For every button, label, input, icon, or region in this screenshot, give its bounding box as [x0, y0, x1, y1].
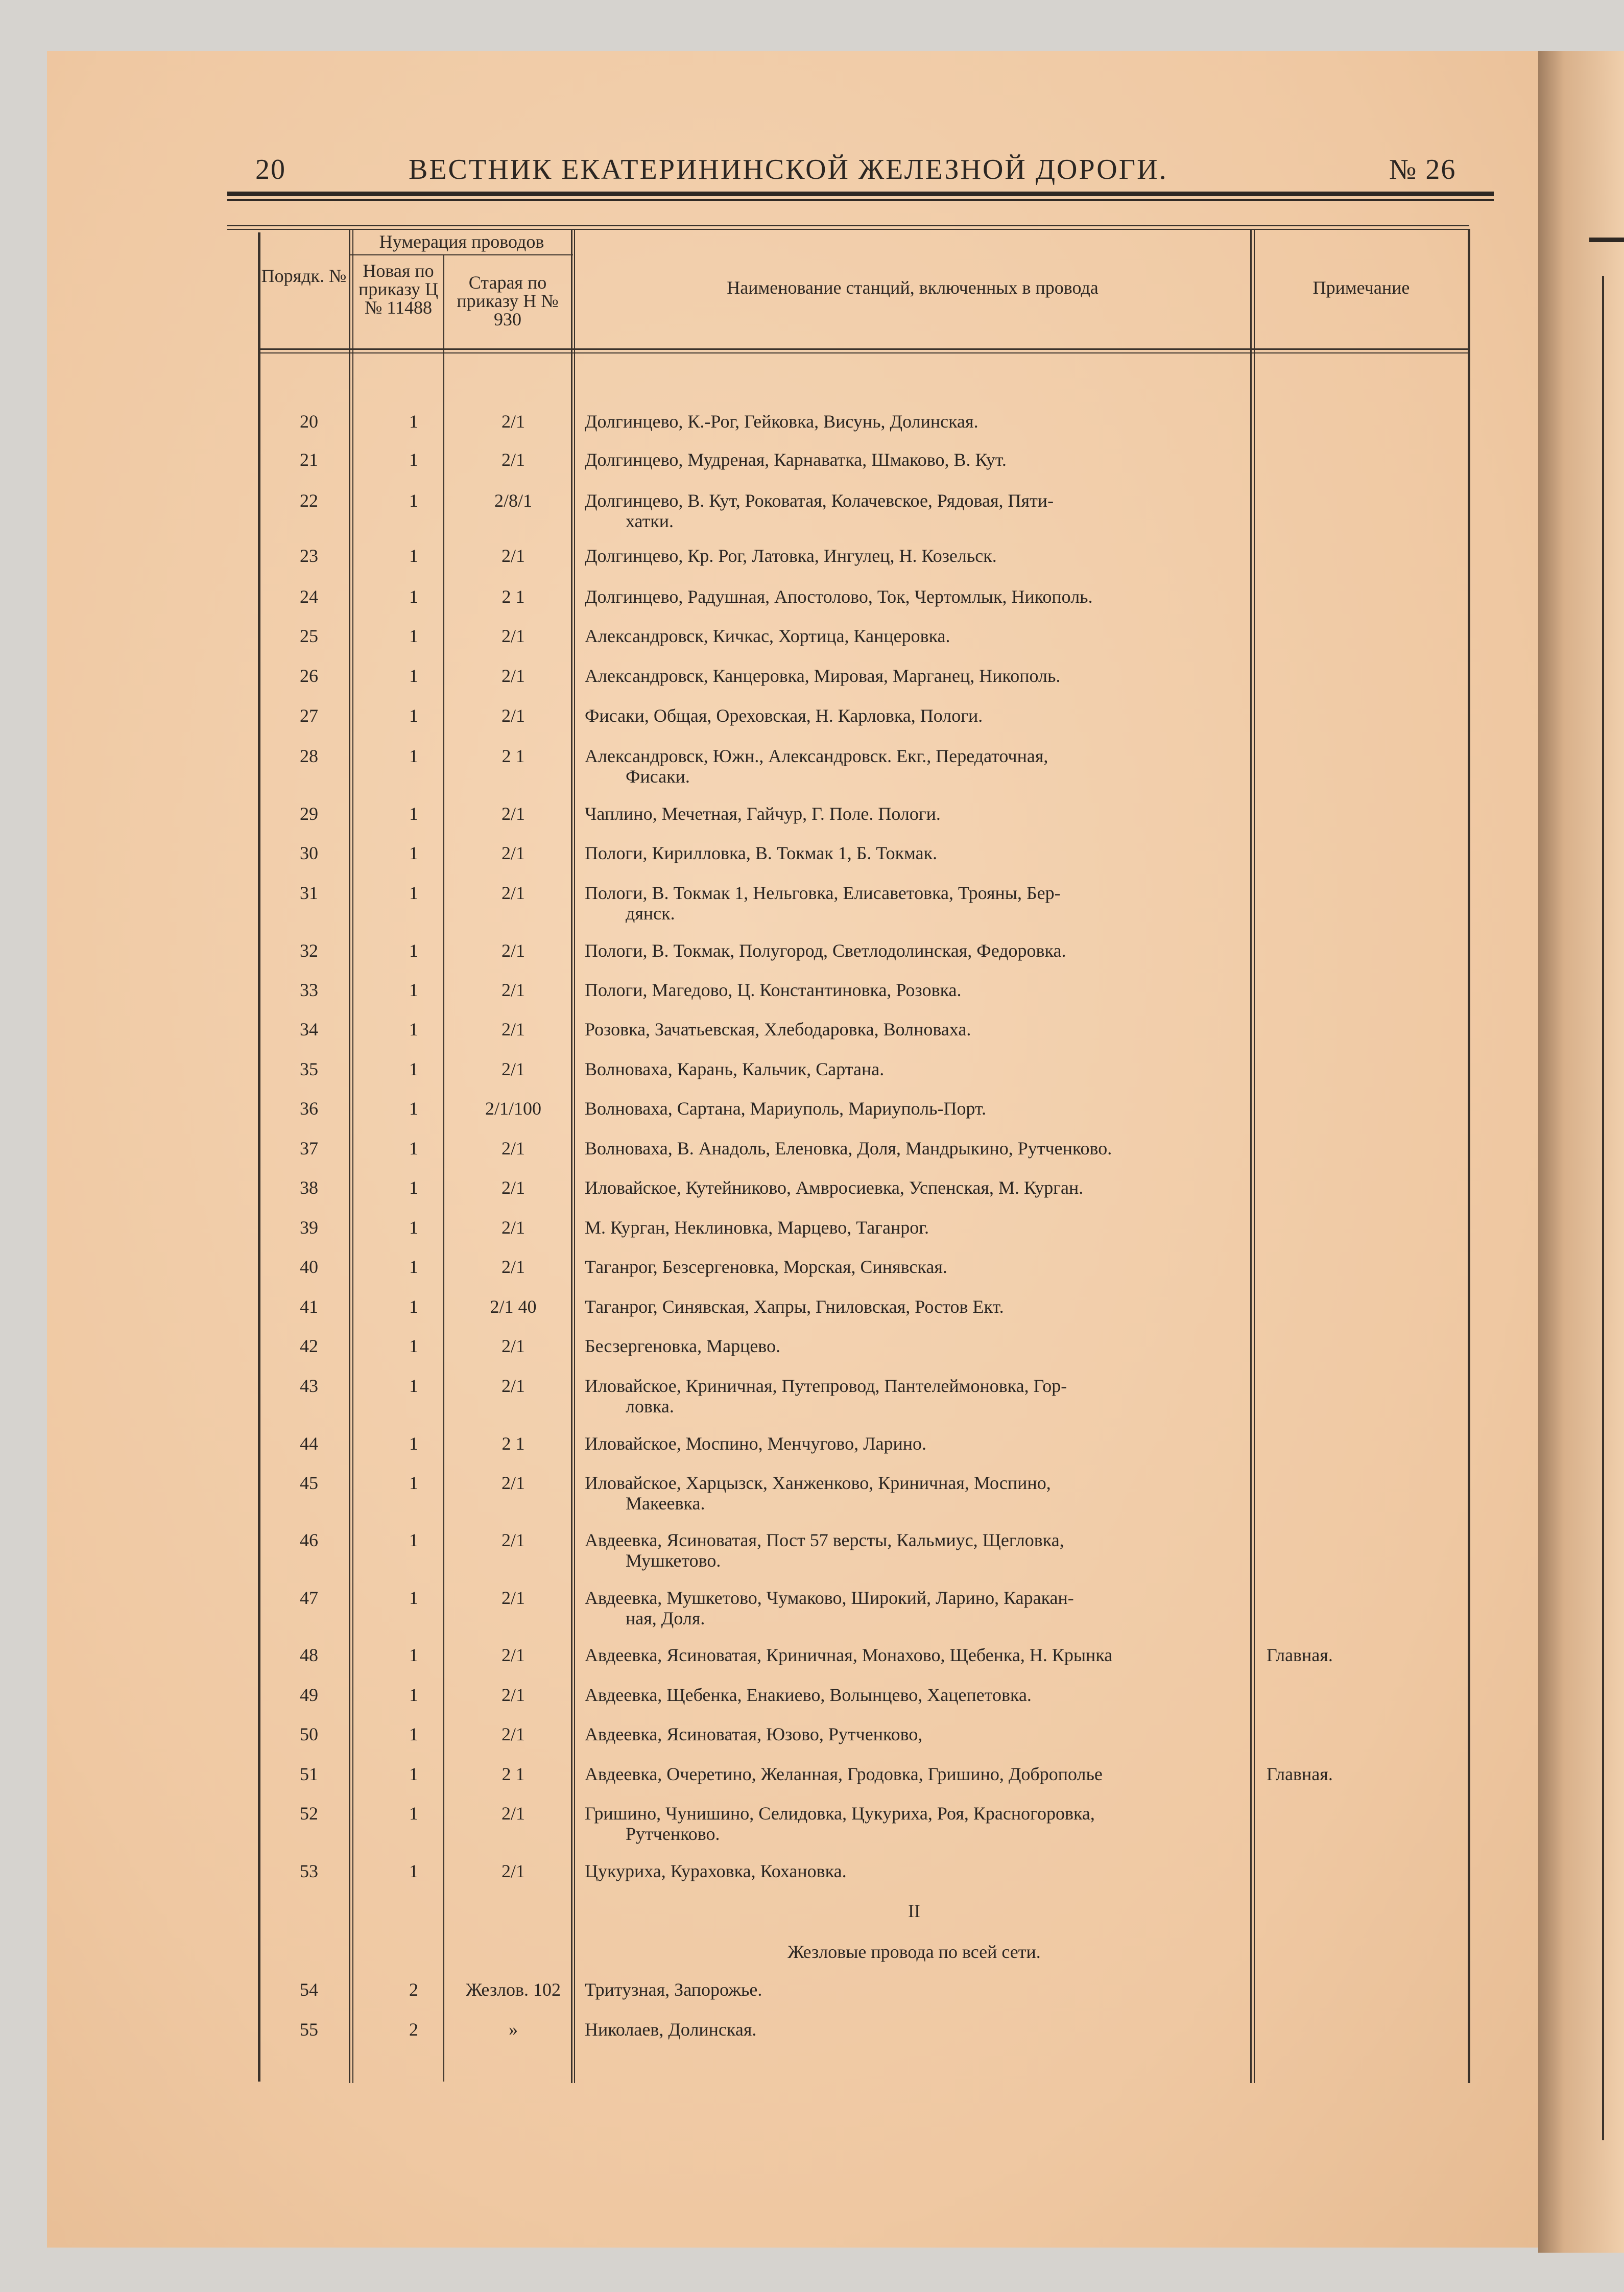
row-stations-line1: Александровск, Кичкас, Хортица, Канцеровка.: [585, 626, 950, 646]
row-old-number: 2/1 40: [490, 1296, 537, 1317]
row-old-number: 2/1: [501, 883, 525, 903]
row-new-number: 1: [409, 804, 418, 824]
row-number: 40: [300, 1257, 318, 1277]
row-stations-line1: Таганрог, Безсергеновка, Морская, Синявская.: [585, 1257, 947, 1277]
section-numeral: II: [908, 1901, 920, 1921]
row-old-number: »: [509, 2019, 518, 2040]
row-stations: [585, 1376, 1244, 1416]
row-old-number: 2/1: [501, 1257, 525, 1277]
row-number: 54: [300, 1979, 318, 2000]
row-new-number: 1: [409, 1376, 418, 1396]
row-number: 38: [300, 1177, 318, 1198]
row-number: 37: [300, 1138, 318, 1159]
row-new-number: 1: [409, 626, 418, 646]
row-number: 28: [300, 746, 318, 766]
row-new-number: 1: [409, 411, 418, 432]
row-new-number: 1: [409, 1764, 418, 1784]
row-new-number: 1: [409, 1530, 418, 1550]
header-order: Порядк. №: [261, 266, 347, 286]
row-old-number: 2/1: [501, 1376, 525, 1396]
row-old-number: 2/1: [501, 1138, 525, 1159]
row-new-number: 1: [409, 586, 418, 607]
row-stations: [585, 1645, 1244, 1665]
row-stations: [585, 1685, 1244, 1705]
row-number: 27: [300, 705, 318, 726]
row-number: 22: [300, 490, 318, 511]
adjacent-page-line: [1602, 276, 1604, 2140]
row-stations-line1: Александровск, Канцеровка, Мировая, Марганец, Никополь.: [585, 666, 1061, 686]
row-number: 31: [300, 883, 318, 903]
row-old-number: 2/1: [501, 843, 525, 863]
row-stations: [585, 411, 1244, 432]
header-rule: [227, 192, 1494, 196]
row-stations: [585, 1433, 1244, 1454]
row-number: 33: [300, 980, 318, 1000]
row-number: 39: [300, 1217, 318, 1238]
issue-number: № 26: [1389, 154, 1456, 185]
row-new-number: 2: [409, 1979, 418, 2000]
row-stations-line1: Чаплино, Мечетная, Гайчур, Г. Поле. Пологи.: [585, 804, 941, 824]
row-old-number: 2/1: [501, 450, 525, 470]
row-stations-line1: Волноваха, В. Анадоль, Еленовка, Доля, Мандрыкино, Рутченково.: [585, 1138, 1112, 1159]
row-old-number: 2/1: [501, 1685, 525, 1705]
row-old-number: 2/1: [501, 1336, 525, 1356]
row-new-number: 1: [409, 1645, 418, 1665]
row-stations: [585, 666, 1244, 686]
row-stations-line1: Долгинцево, К.-Рог, Гейковка, Висунь, Долинская.: [585, 411, 978, 432]
row-old-number: 2/1: [501, 1019, 525, 1039]
row-stations: [585, 843, 1244, 863]
row-stations: [585, 804, 1244, 824]
row-stations: [585, 1257, 1244, 1277]
row-number: 41: [300, 1296, 318, 1317]
row-stations: [585, 450, 1244, 470]
row-old-number: 2/1: [501, 1530, 525, 1550]
row-old-number: 2/1: [501, 980, 525, 1000]
row-new-number: 1: [409, 1098, 418, 1119]
row-stations-line1: Цукуриха, Кураховка, Кохановка.: [585, 1861, 847, 1881]
row-stations-line1: Пологи, Магедово, Ц. Константиновка, Розовка.: [585, 980, 962, 1000]
row-stations-line1: Пологи, Кирилловка, В. Токмак 1, Б. Токмак.: [585, 843, 938, 863]
row-new-number: 1: [409, 746, 418, 766]
row-old-number: 2 1: [501, 1433, 525, 1454]
row-stations: [585, 1296, 1244, 1317]
row-number: 46: [300, 1530, 318, 1550]
row-stations: Николаев, Долинская.: [585, 2019, 757, 2040]
row-old-number: 2/1: [501, 411, 525, 432]
row-stations-line1: Александровск, Южн., Александровск. Екг., Передаточная,: [585, 746, 1048, 766]
row-stations: [585, 705, 1244, 726]
row-new-number: 1: [409, 705, 418, 726]
row-stations: [585, 940, 1244, 961]
row-stations: [585, 1177, 1244, 1198]
row-new-number: 1: [409, 1019, 418, 1039]
row-stations: [585, 546, 1244, 566]
row-new-number: 1: [409, 666, 418, 686]
row-new-number: 1: [409, 843, 418, 863]
row-new-number: 1: [409, 1059, 418, 1079]
row-stations-line1: Пологи, В. Токмак 1, Нельговка, Елисаветовка, Трояны, Бер-: [585, 883, 1061, 903]
row-number: 55: [300, 2019, 318, 2040]
row-stations-line1: М. Курган, Неклиновка, Марцево, Таганрог.: [585, 1217, 929, 1238]
row-stations: [585, 1059, 1244, 1079]
row-number: 23: [300, 546, 318, 566]
row-number: 45: [300, 1473, 318, 1493]
row-old-number: 2/1: [501, 705, 525, 726]
row-stations-line1: Авдеевка, Ясиноватая, Пост 57 версты, Кальмиус, Щегловка,: [585, 1530, 1064, 1550]
row-old-number: 2/1: [501, 940, 525, 961]
row-new-number: 1: [409, 1803, 418, 1824]
row-old-number: 2/1: [501, 626, 525, 646]
row-stations-line2: ная, Доля.: [626, 1608, 705, 1628]
row-old-number: 2/1: [501, 1217, 525, 1238]
row-new-number: 1: [409, 1685, 418, 1705]
row-old-number: 2/1: [501, 1861, 525, 1881]
row-stations: [585, 1861, 1244, 1881]
row-stations-line1: Иловайское, Кутейниково, Амвросиевка, Успенская, М. Курган.: [585, 1177, 1084, 1198]
row-number: 43: [300, 1376, 318, 1396]
row-stations-line1: Долгинцево, В. Кут, Роковатая, Колачевское, Рядовая, Пяти-: [585, 490, 1054, 511]
row-new-number: 1: [409, 1217, 418, 1238]
row-number: 44: [300, 1433, 318, 1454]
row-stations: [585, 1803, 1244, 1844]
row-old-number: 2/1: [501, 1473, 525, 1493]
row-number: 53: [300, 1861, 318, 1881]
row-new-number: 1: [409, 546, 418, 566]
row-stations: [585, 586, 1244, 607]
row-stations-line1: Иловайское, Криничная, Путепровод, Пантелеймоновка, Гор-: [585, 1376, 1067, 1396]
row-new-number: 1: [409, 940, 418, 961]
row-stations-line1: Фисаки, Общая, Ореховская, Н. Карловка, Пологи.: [585, 705, 983, 726]
row-stations-line1: Долгинцево, Мудреная, Карнаватка, Шмаково, В. Кут.: [585, 450, 1007, 470]
row-stations: [585, 1019, 1244, 1039]
row-note: Главная.: [1267, 1764, 1333, 1784]
row-new-number: 1: [409, 1588, 418, 1608]
row-number: 30: [300, 843, 318, 863]
row-old-number: 2/1: [501, 666, 525, 686]
row-old-number: 2/1: [501, 1588, 525, 1608]
row-stations: [585, 883, 1244, 924]
row-new-number: 1: [409, 1177, 418, 1198]
row-old-number: 2/1: [501, 546, 525, 566]
row-number: 52: [300, 1803, 318, 1824]
row-stations-line1: Авдеевка, Щебенка, Енакиево, Волынцево, Хацепетовка.: [585, 1685, 1032, 1705]
row-old-number: 2/1: [501, 1724, 525, 1744]
header-note: Примечание: [1312, 277, 1410, 298]
header-rule-thin: [227, 199, 1494, 201]
row-stations: [585, 1098, 1244, 1119]
row-old-number: 2/1: [501, 1059, 525, 1079]
row-number: 29: [300, 804, 318, 824]
row-stations: [585, 1764, 1244, 1784]
row-old-number: 2 1: [501, 746, 525, 766]
row-stations: [585, 746, 1244, 787]
row-stations: [585, 1336, 1244, 1356]
journal-title: ВЕСТНИК ЕКАТЕРИНИНСКОЙ ЖЕЛЕЗНОЙ ДОРОГИ.: [409, 154, 1168, 185]
row-stations-line1: Авдеевка, Мушкетово, Чумаково, Широкий, Ларино, Каракан-: [585, 1588, 1074, 1608]
row-old-number: 2 1: [501, 586, 525, 607]
row-new-number: 1: [409, 1336, 418, 1356]
row-stations: [585, 1588, 1244, 1628]
row-stations: [585, 1724, 1244, 1744]
row-number: 50: [300, 1724, 318, 1744]
row-stations-line2: ловка.: [626, 1396, 674, 1416]
row-stations-line1: Авдеевка, Ясиноватая, Криничная, Монахово, Щебенка, Н. Крынка: [585, 1645, 1113, 1665]
row-stations-line2: Макеевка.: [626, 1493, 705, 1514]
row-stations-line1: Волноваха, Карань, Кальчик, Сартана.: [585, 1059, 885, 1079]
row-old-number: 2/1: [501, 1645, 525, 1665]
header-stations: Наименование станций, включенных в провода: [727, 277, 1098, 298]
row-stations-line2: Рутченково.: [626, 1824, 720, 1844]
row-number: 36: [300, 1098, 318, 1119]
row-old-number: 2/1: [501, 804, 525, 824]
row-number: 32: [300, 940, 318, 961]
row-stations: [585, 980, 1244, 1000]
row-number: 42: [300, 1336, 318, 1356]
row-stations-line1: Гришино, Чунишино, Селидовка, Цукуриха, Роя, Красногоровка,: [585, 1803, 1095, 1824]
row-old-number: 2/1: [501, 1177, 525, 1198]
page-number: 20: [255, 154, 286, 185]
row-stations: [585, 1217, 1244, 1238]
row-new-number: 1: [409, 1138, 418, 1159]
row-stations-line1: Авдеевка, Ясиноватая, Юзово, Рутченково,: [585, 1724, 923, 1744]
row-new-number: 1: [409, 1861, 418, 1881]
row-number: 26: [300, 666, 318, 686]
row-stations: Тритузная, Запорожье.: [585, 1979, 762, 2000]
row-stations-line1: Пологи, В. Токмак, Полугород, Светлодолинская, Федоровка.: [585, 940, 1066, 961]
row-stations: [585, 1473, 1244, 1514]
row-new-number: 2: [409, 2019, 418, 2040]
row-number: 48: [300, 1645, 318, 1665]
row-stations: [585, 626, 1244, 646]
row-new-number: 1: [409, 1473, 418, 1493]
row-stations-line1: Таганрог, Синявская, Хапры, Гниловская, Ростов Ект.: [585, 1296, 1004, 1317]
row-number: 51: [300, 1764, 318, 1784]
row-number: 21: [300, 450, 318, 470]
row-old-number: 2 1: [501, 1764, 525, 1784]
row-new-number: 1: [409, 1724, 418, 1744]
row-old-number: Жезлов. 102: [465, 1979, 561, 2000]
adjacent-page-rule: [1589, 238, 1624, 242]
row-number: 49: [300, 1685, 318, 1705]
row-stations-line2: дянск.: [626, 903, 675, 924]
row-stations: [585, 490, 1244, 531]
row-new-number: 1: [409, 450, 418, 470]
row-stations-line1: Иловайское, Моспино, Менчугово, Ларино.: [585, 1433, 927, 1454]
row-stations: [585, 1530, 1244, 1571]
row-old-number: 2/1/100: [485, 1098, 541, 1119]
row-stations-line1: Бесзергеновка, Марцево.: [585, 1336, 781, 1356]
section-title: Жезловые провода по всей сети.: [787, 1942, 1041, 1962]
row-note: Главная.: [1267, 1645, 1333, 1665]
row-stations-line1: Долгинцево, Кр. Рог, Латовка, Ингулец, Н. Козельск.: [585, 546, 997, 566]
row-stations-line1: Долгинцево, Радушная, Апостолово, Ток, Чертомлык, Никополь.: [585, 586, 1093, 607]
row-stations-line2: Мушкетово.: [626, 1550, 721, 1571]
row-number: 34: [300, 1019, 318, 1039]
row-number: 35: [300, 1059, 318, 1079]
adjacent-page-edge: [1538, 51, 1624, 2253]
row-stations-line1: Волноваха, Сартана, Мариуполь, Мариуполь-Порт.: [585, 1098, 987, 1119]
row-stations-line2: Фисаки.: [626, 766, 690, 787]
row-number: 47: [300, 1588, 318, 1608]
row-number: 24: [300, 586, 318, 607]
row-stations-line1: Розовка, Зачатьевская, Хлебодаровка, Волноваха.: [585, 1019, 971, 1039]
row-stations-line2: хатки.: [626, 511, 674, 531]
header-new: Новая по приказу Ц № 11488: [359, 261, 438, 318]
row-new-number: 1: [409, 883, 418, 903]
row-new-number: 1: [409, 980, 418, 1000]
row-number: 25: [300, 626, 318, 646]
row-new-number: 1: [409, 490, 418, 511]
row-new-number: 1: [409, 1296, 418, 1317]
row-new-number: 1: [409, 1433, 418, 1454]
row-stations-line1: Авдеевка, Очеретино, Желанная, Гродовка, Гришино, Доброполье: [585, 1764, 1103, 1784]
row-new-number: 1: [409, 1257, 418, 1277]
row-stations-line1: Иловайское, Харцызск, Ханженково, Криничная, Моспино,: [585, 1473, 1051, 1493]
row-number: 20: [300, 411, 318, 432]
row-old-number: 2/8/1: [494, 490, 532, 511]
header-numbering-group: Нумерация проводов: [379, 231, 544, 252]
row-stations: [585, 1138, 1244, 1159]
row-old-number: 2/1: [501, 1803, 525, 1824]
header-old: Старая по приказу Н № 930: [457, 272, 559, 329]
